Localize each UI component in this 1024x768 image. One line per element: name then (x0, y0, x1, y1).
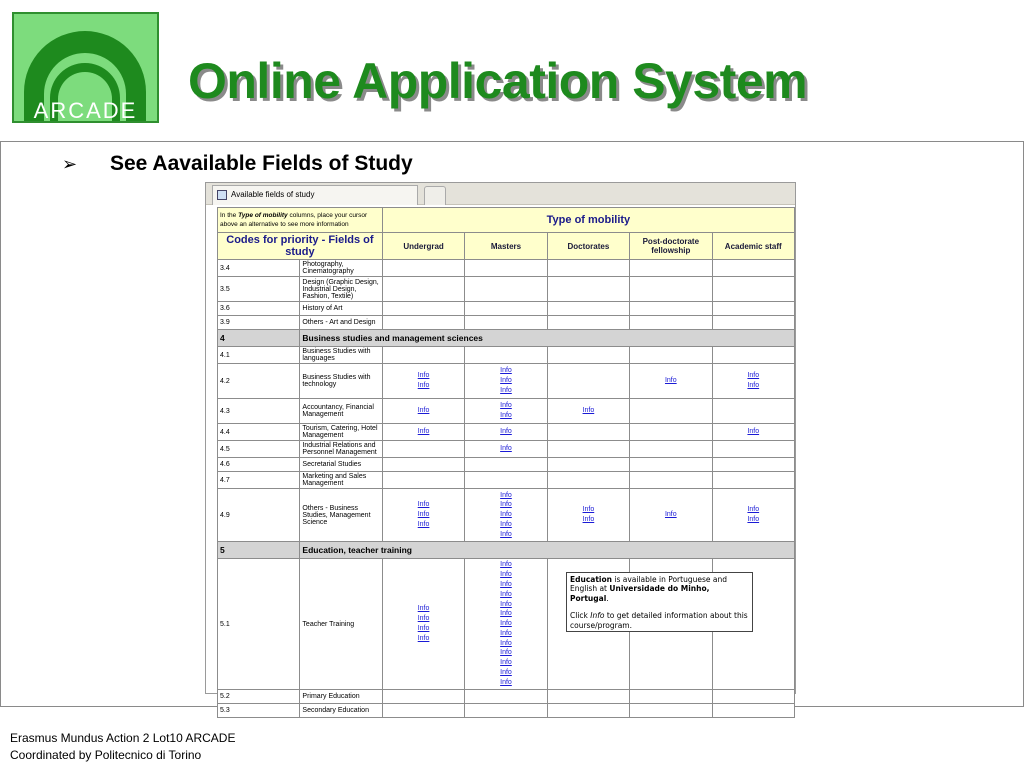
info-link[interactable]: Info (500, 580, 512, 588)
mobility-cell (712, 489, 794, 542)
mobility-cell (382, 489, 464, 542)
mobility-cell (547, 704, 629, 718)
tab-label: Available fields of study (231, 190, 315, 199)
page-title: Online Application System (188, 53, 808, 109)
type-of-mobility-header: Type of mobility (382, 208, 794, 233)
field-code: 5.2 (218, 690, 300, 704)
arrow-bullet-icon: ➢ (62, 153, 78, 174)
mobility-cell (712, 260, 794, 277)
info-link[interactable]: Info (500, 501, 512, 509)
field-code: 4.3 (218, 399, 300, 424)
info-link[interactable]: Info (417, 520, 430, 528)
info-link[interactable]: Info (500, 610, 512, 618)
mobility-cell (630, 347, 712, 364)
info-link[interactable]: Info (500, 620, 512, 628)
info-link[interactable]: Info (582, 407, 595, 415)
mobility-cell (630, 260, 712, 277)
mobility-cell (465, 458, 547, 472)
info-link[interactable]: Info (500, 659, 512, 667)
mobility-cell (547, 302, 629, 316)
mobility-cell (547, 399, 629, 424)
mobility-cell (547, 458, 629, 472)
info-link[interactable]: Info (500, 678, 512, 686)
field-code: 4 (218, 330, 300, 347)
info-link[interactable]: Info (417, 625, 430, 632)
table-row (218, 441, 795, 458)
info-link[interactable]: Info (747, 516, 760, 523)
field-name: Marketing and Sales Management (300, 472, 382, 489)
info-link[interactable]: Info (500, 649, 512, 657)
field-name: Others - Business Studies, Management Science (300, 489, 382, 542)
mobility-cell (630, 302, 712, 316)
info-link[interactable]: Info (500, 511, 512, 519)
info-link[interactable]: Info (417, 382, 430, 389)
mobility-cell (465, 364, 547, 399)
mobility-cell (465, 472, 547, 489)
info-link[interactable]: Info (582, 506, 595, 514)
info-link[interactable]: Info (500, 491, 512, 499)
mobility-cell (382, 424, 464, 441)
field-name: Education, teacher training (300, 542, 795, 559)
mobility-cell (382, 364, 464, 399)
mobility-cell (712, 302, 794, 316)
field-name: Teacher Training (300, 559, 382, 690)
info-link[interactable]: Info (747, 372, 760, 380)
info-link[interactable]: Info (500, 629, 512, 637)
info-link[interactable]: Info (417, 605, 430, 613)
mobility-cell (382, 458, 464, 472)
field-code: 4.1 (218, 347, 300, 364)
arcade-logo (12, 12, 159, 123)
tab-available-fields[interactable] (212, 185, 418, 205)
mobility-cell (630, 399, 712, 424)
mobility-cell (382, 690, 464, 704)
mobility-cell (547, 441, 629, 458)
info-link[interactable]: Info (417, 511, 430, 519)
mobility-cell (465, 302, 547, 316)
info-link[interactable]: Info (500, 412, 512, 419)
codes-header: Codes for priority - Fields of study (218, 233, 383, 260)
table-row (218, 424, 795, 441)
mobility-cell (712, 277, 794, 302)
field-code: 4.9 (218, 489, 300, 542)
field-code: 5 (218, 542, 300, 559)
field-name: Secretarial Studies (300, 458, 382, 472)
info-link[interactable]: Info (500, 669, 512, 677)
mobility-cell (712, 441, 794, 458)
info-link[interactable]: Info (417, 407, 430, 415)
mobility-cell (630, 472, 712, 489)
field-code: 3.5 (218, 277, 300, 302)
mobility-column-header: Undergrad (382, 233, 464, 260)
info-link[interactable]: Info (500, 590, 512, 598)
mobility-cell (547, 364, 629, 399)
mobility-cell (630, 458, 712, 472)
mobility-cell (712, 364, 794, 399)
mobility-cell (630, 316, 712, 330)
info-link[interactable]: Info (500, 402, 512, 410)
field-name: Others - Art and Design (300, 316, 382, 330)
mobility-cell (465, 559, 547, 690)
mobility-column-header: Masters (465, 233, 547, 260)
mobility-cell (630, 441, 712, 458)
mobility-cell (465, 441, 547, 458)
info-link[interactable]: Info (500, 571, 512, 579)
mobility-cell (547, 489, 629, 542)
info-link[interactable]: Info (747, 506, 760, 514)
info-link[interactable]: Info (500, 561, 512, 569)
mobility-cell (382, 260, 464, 277)
info-link[interactable]: Info (417, 428, 430, 436)
tab-bar (206, 183, 795, 205)
info-link[interactable]: Info (500, 377, 512, 385)
mobility-cell (382, 559, 464, 690)
mobility-cell (382, 347, 464, 364)
table-row (218, 260, 795, 277)
mobility-cell (630, 690, 712, 704)
field-code: 4.7 (218, 472, 300, 489)
mobility-cell (382, 302, 464, 316)
bullet-item (62, 150, 413, 178)
mobility-cell (382, 472, 464, 489)
table-row (218, 489, 795, 542)
bullet-text: See Aavailable Fields of Study (110, 152, 413, 175)
mobility-cell (630, 489, 712, 542)
info-link[interactable]: Info (417, 634, 430, 642)
mobility-cell (465, 690, 547, 704)
mobility-cell (547, 260, 629, 277)
mobility-cell (712, 458, 794, 472)
mobility-cell (547, 277, 629, 302)
mobility-cell (382, 704, 464, 718)
info-link[interactable]: Info (664, 511, 677, 519)
mobility-cell (630, 424, 712, 441)
field-name: Design (Graphic Design, Industrial Design, Fashion, Textile) (300, 277, 382, 302)
mobility-cell (382, 399, 464, 424)
mobility-cell (465, 399, 547, 424)
field-name: History of Art (300, 302, 382, 316)
mobility-column-header: Academic staff (712, 233, 794, 260)
mobility-cell (465, 260, 547, 277)
field-name: Business Studies with technology (300, 364, 382, 399)
field-name: Photography, Cinematography (300, 260, 382, 277)
info-link[interactable]: Info (500, 520, 512, 528)
table-row (218, 458, 795, 472)
field-name: Secondary Education (300, 704, 382, 718)
field-code: 4.5 (218, 441, 300, 458)
mobility-cell (547, 316, 629, 330)
mobility-cell (547, 347, 629, 364)
table-row (218, 316, 795, 330)
footer-line-1: Erasmus Mundus Action 2 Lot10 ARCADE (10, 731, 236, 745)
table-row (218, 704, 795, 718)
info-tooltip: Education is available in Portuguese and English at Universidade do Minho, Portugal. Click Info to get detailed information about this course/program. (566, 572, 753, 632)
category-row (218, 542, 795, 559)
field-code: 5.3 (218, 704, 300, 718)
logo-text: ARCADE (33, 98, 138, 123)
mobility-cell (630, 364, 712, 399)
mobility-cell (465, 704, 547, 718)
mobility-cell (712, 347, 794, 364)
info-link[interactable]: Info (500, 445, 512, 453)
mobility-cell (547, 424, 629, 441)
table-row (218, 472, 795, 489)
mobility-cell (630, 277, 712, 302)
page-icon (217, 190, 227, 200)
info-link[interactable]: Info (500, 428, 512, 436)
mobility-cell (465, 277, 547, 302)
table-row (218, 347, 795, 364)
info-link[interactable]: Info (582, 516, 595, 523)
table-instructions: In the Type of mobility columns, place your cursor above an alternative to see more information (218, 208, 383, 233)
field-name: Primary Education (300, 690, 382, 704)
mobility-cell (465, 316, 547, 330)
field-name: Accountancy, Financial Management (300, 399, 382, 424)
info-link[interactable]: Info (500, 639, 512, 647)
mobility-column-header: Post-doctorate fellowship (630, 233, 712, 260)
fields-table (217, 207, 795, 718)
info-link[interactable]: Info (747, 428, 760, 436)
mobility-cell (630, 704, 712, 718)
mobility-cell (382, 441, 464, 458)
mobility-cell (382, 316, 464, 330)
info-link[interactable]: Info (664, 377, 677, 385)
field-code: 4.2 (218, 364, 300, 399)
field-name: Business Studies with languages (300, 347, 382, 364)
mobility-cell (465, 489, 547, 542)
mobility-cell (712, 690, 794, 704)
mobility-cell (712, 424, 794, 441)
mobility-cell (547, 690, 629, 704)
mobility-cell (465, 424, 547, 441)
footer-line-2: Coordinated by Politecnico di Torino (10, 748, 202, 762)
mobility-cell (712, 399, 794, 424)
info-link[interactable]: Info (417, 615, 430, 623)
table-row (218, 277, 795, 302)
field-name: Industrial Relations and Personnel Management (300, 441, 382, 458)
field-code: 4.4 (218, 424, 300, 441)
category-row (218, 330, 795, 347)
field-code: 3.6 (218, 302, 300, 316)
field-code: 3.4 (218, 260, 300, 277)
mobility-column-header: Doctorates (547, 233, 629, 260)
info-link[interactable]: Info (500, 386, 512, 394)
info-link[interactable]: Info (417, 372, 430, 380)
new-tab-button[interactable] (424, 186, 446, 205)
info-link[interactable]: Info (747, 382, 760, 389)
info-link[interactable]: Info (500, 530, 512, 538)
table-row (218, 690, 795, 704)
field-code: 5.1 (218, 559, 300, 690)
field-code: 3.9 (218, 316, 300, 330)
info-link[interactable]: Info (500, 367, 512, 375)
mobility-cell (712, 316, 794, 330)
table-row (218, 399, 795, 424)
field-code: 4.6 (218, 458, 300, 472)
table-row (218, 302, 795, 316)
mobility-cell (465, 347, 547, 364)
mobility-cell (547, 472, 629, 489)
field-name: Tourism, Catering, Hotel Management (300, 424, 382, 441)
info-link[interactable]: Info (417, 501, 430, 509)
mobility-cell (712, 472, 794, 489)
mobility-cell (382, 277, 464, 302)
mobility-cell (712, 704, 794, 718)
table-row (218, 364, 795, 399)
info-link[interactable]: Info (500, 600, 512, 608)
field-name: Business studies and management sciences (300, 330, 795, 347)
